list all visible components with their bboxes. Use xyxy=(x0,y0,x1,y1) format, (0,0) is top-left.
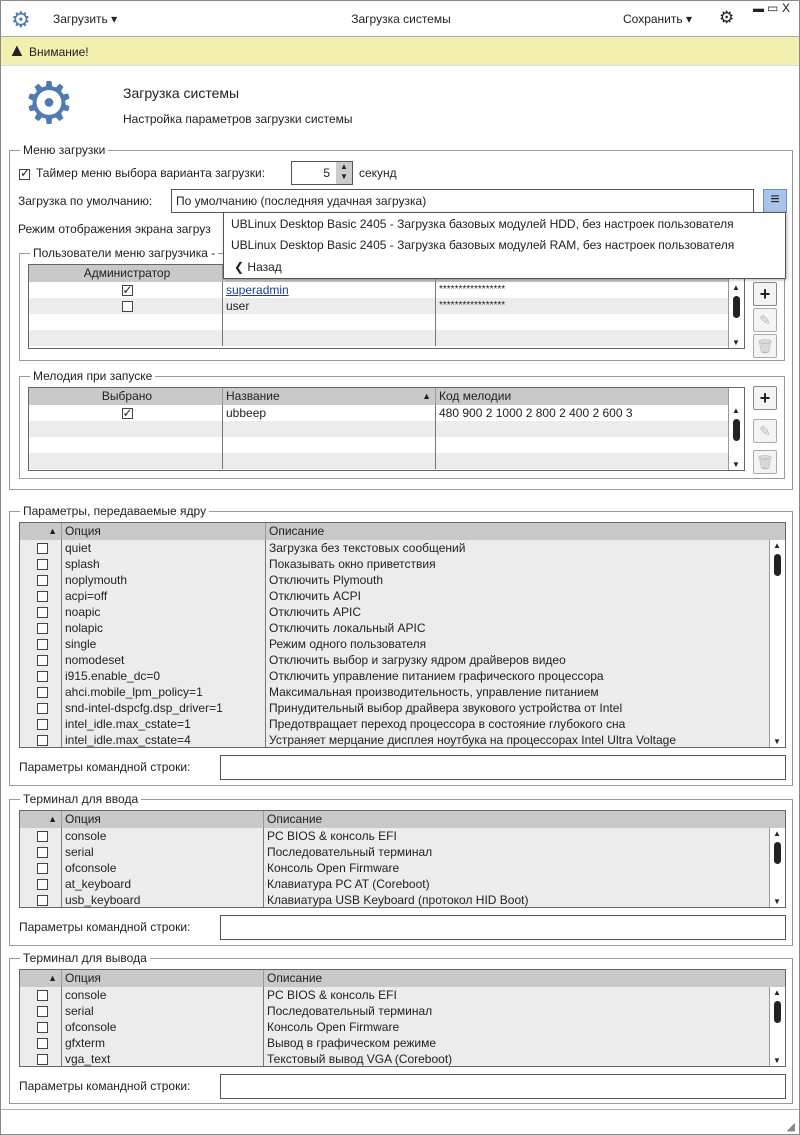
timer-checkbox[interactable] xyxy=(19,169,30,180)
kernel-legend: Параметры, передаваемые ядру xyxy=(20,504,209,518)
col-option[interactable]: Опция xyxy=(62,811,264,828)
status-bar xyxy=(1,1109,799,1135)
option-checkbox[interactable] xyxy=(37,671,48,682)
option-name: console xyxy=(62,828,264,844)
option-checkbox[interactable] xyxy=(37,879,48,890)
sort-asc-icon[interactable]: ▲ xyxy=(20,523,62,540)
col-selected[interactable]: Выбрано xyxy=(29,388,223,405)
menu-hamburger-icon[interactable]: ≡ xyxy=(763,189,787,213)
option-description: Отключить выбор и загрузку ядром драйверов видео xyxy=(269,653,566,667)
term_in-cmdline-input[interactable] xyxy=(220,915,786,940)
option-name: single xyxy=(62,636,266,652)
warning-icon: ▲ xyxy=(8,40,26,60)
option-name: noplymouth xyxy=(62,572,266,588)
popup-item-ram[interactable]: UBLinux Desktop Basic 2405 - Загрузка базовых модулей RAM, без настроек пользователя xyxy=(231,238,735,252)
option-row[interactable] xyxy=(20,636,770,652)
option-checkbox[interactable] xyxy=(37,687,48,698)
option-checkbox[interactable] xyxy=(37,639,48,650)
user-name: superadmin xyxy=(223,282,436,298)
warning-text: Внимание! xyxy=(29,45,89,59)
col-melody-code[interactable]: Код мелодии xyxy=(436,388,729,405)
option-row[interactable] xyxy=(20,1003,770,1019)
cmdline-label: Параметры командной строки: xyxy=(19,920,191,934)
warning-bar xyxy=(1,37,799,66)
option-checkbox[interactable] xyxy=(37,1038,48,1049)
user-row[interactable] xyxy=(29,330,729,346)
option-description: Максимальная производительность, управление питанием xyxy=(269,685,599,699)
melody-table xyxy=(28,387,745,471)
default-boot-label: Загрузка по умолчанию: xyxy=(18,194,153,208)
option-row[interactable] xyxy=(20,828,770,844)
option-checkbox[interactable] xyxy=(37,863,48,874)
option-name: intel_idle.max_cstate=4 xyxy=(62,732,266,748)
boot-menu-legend: Меню загрузки xyxy=(20,143,108,157)
option-row[interactable] xyxy=(20,1051,770,1067)
option-checkbox[interactable] xyxy=(37,719,48,730)
delete-user-trash-icon[interactable]: 🗑 xyxy=(753,334,777,358)
option-row[interactable] xyxy=(20,540,770,556)
option-description: PC BIOS & консоль EFI xyxy=(267,988,397,1002)
option-checkbox[interactable] xyxy=(37,831,48,842)
option-description: Клавиатура USB Keyboard (протокол HID Boot) xyxy=(267,893,529,907)
option-description: Отключить ACPI xyxy=(269,589,361,603)
col-melody-name[interactable] xyxy=(223,388,436,405)
option-description: Отключить управление питанием графического процессора xyxy=(269,669,604,683)
user-password: ***************** xyxy=(436,298,729,314)
boot-entry-popup xyxy=(223,212,786,279)
sort-asc-icon: ▲ xyxy=(422,391,431,401)
col-description[interactable]: Описание xyxy=(266,523,786,540)
add-user-button[interactable]: + xyxy=(753,282,777,306)
option-checkbox[interactable] xyxy=(37,847,48,858)
col-description[interactable]: Описание xyxy=(264,811,786,828)
term_in-table xyxy=(19,810,786,908)
window-title: Загрузка системы xyxy=(351,12,451,26)
option-name: nomodeset xyxy=(62,652,266,668)
timer-unit: секунд xyxy=(359,166,397,180)
option-checkbox[interactable] xyxy=(37,591,48,602)
option-row[interactable] xyxy=(20,588,770,604)
header-gears-icon: ⚙ xyxy=(23,71,75,136)
col-description[interactable]: Описание xyxy=(264,970,786,987)
term_out-legend: Терминал для вывода xyxy=(20,951,150,965)
user-row[interactable] xyxy=(29,314,729,330)
option-name: serial xyxy=(62,844,264,860)
add-melody-button[interactable]: + xyxy=(753,386,777,410)
option-checkbox[interactable] xyxy=(37,559,48,570)
app-gears-icon: ⚙ xyxy=(11,7,31,32)
option-checkbox[interactable] xyxy=(37,1006,48,1017)
melody-row[interactable] xyxy=(29,453,729,469)
melody-code: 480 900 2 1000 2 800 2 400 2 600 3 xyxy=(436,405,729,421)
option-checkbox[interactable] xyxy=(37,607,48,618)
default-boot-field[interactable]: По умолчанию (последняя удачная загрузка) xyxy=(171,189,754,213)
option-checkbox[interactable] xyxy=(37,543,48,554)
melody-legend: Мелодия при запуске xyxy=(30,369,155,383)
maximize-icon[interactable]: ▭ xyxy=(767,1,779,15)
option-row[interactable] xyxy=(20,604,770,620)
term_out-scrollbar[interactable]: ▲ ▼ xyxy=(769,987,785,1066)
term_out-table xyxy=(19,969,786,1067)
option-name: splash xyxy=(62,556,266,572)
option-row[interactable] xyxy=(20,987,770,1003)
option-name: ofconsole xyxy=(62,860,264,876)
option-description: Устраняет мерцание дисплея ноутбука на процессорах Intel Ultra Voltage xyxy=(269,733,676,747)
melody-row[interactable] xyxy=(29,405,729,421)
admin-checkbox[interactable] xyxy=(122,285,133,296)
option-row[interactable] xyxy=(20,556,770,572)
option-description: Отключить Plymouth xyxy=(269,573,384,587)
option-checkbox[interactable] xyxy=(37,1054,48,1065)
delete-melody-trash-icon[interactable]: 🗑 xyxy=(753,450,777,474)
option-description: Предотвращает переход процессора в состояние глубокого сна xyxy=(269,717,626,731)
option-description: Вывод в графическом режиме xyxy=(267,1036,437,1050)
option-description: Последовательный терминал xyxy=(267,1004,433,1018)
option-row[interactable] xyxy=(20,892,770,908)
option-name: vga_text xyxy=(62,1051,264,1067)
option-row[interactable] xyxy=(20,652,770,668)
sort-asc-icon[interactable]: ▲ xyxy=(20,811,62,828)
option-description: Консоль Open Firmware xyxy=(267,861,400,875)
resize-grip-icon[interactable]: ◢ xyxy=(786,1121,795,1133)
option-description: Отключить APIC xyxy=(269,605,361,619)
save-label: Сохранить xyxy=(623,12,683,26)
melody-row[interactable] xyxy=(29,421,729,437)
option-name: quiet xyxy=(62,540,266,556)
user-row[interactable] xyxy=(29,282,729,298)
option-name: snd-intel-dspcfg.dsp_driver=1 xyxy=(62,700,266,716)
option-checkbox[interactable] xyxy=(37,623,48,634)
option-checkbox[interactable] xyxy=(37,1022,48,1033)
display-mode-label: Режим отображения экрана загруз xyxy=(18,222,211,236)
melody-name: ubbeep xyxy=(223,405,436,421)
option-description: PC BIOS & консоль EFI xyxy=(267,829,397,843)
chevron-left-icon: ❮ xyxy=(234,260,245,274)
users-scrollbar[interactable]: ▲ ▼ xyxy=(728,282,744,348)
settings-gear-icon[interactable]: ⚙ xyxy=(719,8,735,27)
timer-label: Таймер меню выбора варианта загрузки: xyxy=(36,166,266,180)
timer-value: 5 xyxy=(323,166,330,180)
popup-back[interactable] xyxy=(234,260,282,274)
close-icon[interactable]: X xyxy=(782,1,791,15)
page-subtitle: Настройка параметров загрузки системы xyxy=(123,112,353,126)
option-row[interactable] xyxy=(20,732,770,748)
option-description: Клавиатура PC AT (Coreboot) xyxy=(267,877,430,891)
option-description: Текстовый вывод VGA (Coreboot) xyxy=(267,1052,453,1066)
term_in-legend: Терминал для ввода xyxy=(20,792,141,806)
sort-asc-icon[interactable]: ▲ xyxy=(20,970,62,987)
users-legend: Пользователи меню загрузчика - xyxy=(30,246,218,260)
load-menu-button[interactable]: Загрузить ▾ xyxy=(53,12,118,26)
user-password: ***************** xyxy=(436,282,729,298)
option-checkbox[interactable] xyxy=(37,575,48,586)
option-name: ofconsole xyxy=(62,1019,264,1035)
load-label: Загрузить xyxy=(53,12,108,26)
option-checkbox[interactable] xyxy=(37,990,48,1001)
option-row[interactable] xyxy=(20,684,770,700)
option-row[interactable] xyxy=(20,1019,770,1035)
cmdline-label: Параметры командной строки: xyxy=(19,1079,191,1093)
page-title: Загрузка системы xyxy=(123,85,240,101)
option-name: usb_keyboard xyxy=(62,892,264,908)
kernel-scrollbar[interactable]: ▲ ▼ xyxy=(769,540,785,747)
option-row[interactable] xyxy=(20,844,770,860)
col-admin[interactable]: Администратор xyxy=(29,265,223,282)
option-name: console xyxy=(62,987,264,1003)
option-description: Режим одного пользователя xyxy=(269,637,427,651)
option-checkbox[interactable] xyxy=(37,655,48,666)
option-checkbox[interactable] xyxy=(37,703,48,714)
admin-checkbox[interactable] xyxy=(122,301,133,312)
option-row[interactable] xyxy=(20,572,770,588)
option-description: Загрузка без текстовых сообщений xyxy=(269,541,466,555)
option-name: gfxterm xyxy=(62,1035,264,1051)
option-description: Принудительный выбор драйвера звукового устройства от Intel xyxy=(269,701,623,715)
save-menu-button[interactable]: Сохранить ▾ xyxy=(623,12,692,26)
option-description: Отключить локальный APIC xyxy=(269,621,426,635)
option-name: intel_idle.max_cstate=1 xyxy=(62,716,266,732)
minimize-icon[interactable]: ▬ xyxy=(753,3,764,15)
melody-scrollbar[interactable]: ▲ ▼ xyxy=(728,405,744,470)
option-row[interactable] xyxy=(20,876,770,892)
option-row[interactable] xyxy=(20,700,770,716)
col-melody-name-label: Название xyxy=(226,389,280,403)
option-name: i915.enable_dc=0 xyxy=(62,668,266,684)
edit-melody-pencil-icon[interactable]: ✎ xyxy=(753,419,777,443)
kernel-table xyxy=(19,522,786,748)
option-row[interactable] xyxy=(20,620,770,636)
option-row[interactable] xyxy=(20,716,770,732)
option-row[interactable] xyxy=(20,668,770,684)
col-option[interactable]: Опция xyxy=(62,970,264,987)
option-row[interactable] xyxy=(20,1035,770,1051)
option-name: at_keyboard xyxy=(62,876,264,892)
col-option[interactable]: Опция xyxy=(62,523,266,540)
edit-user-pencil-icon[interactable]: ✎ xyxy=(753,308,777,332)
cmdline-label: Параметры командной строки: xyxy=(19,760,191,774)
option-checkbox[interactable] xyxy=(37,735,48,746)
timer-spinbox[interactable] xyxy=(291,161,353,185)
option-name: acpi=off xyxy=(62,588,266,604)
term_out-cmdline-input[interactable] xyxy=(220,1074,786,1099)
melody-row[interactable] xyxy=(29,437,729,453)
option-description: Консоль Open Firmware xyxy=(267,1020,400,1034)
option-name: noapic xyxy=(62,604,266,620)
popup-back-label: Назад xyxy=(247,260,282,274)
option-checkbox[interactable] xyxy=(37,895,48,906)
option-description: Последовательный терминал xyxy=(267,845,433,859)
popup-item-hdd[interactable]: UBLinux Desktop Basic 2405 - Загрузка базовых модулей HDD, без настроек пользователя xyxy=(231,217,734,231)
option-description: Показывать окно приветствия xyxy=(269,557,436,571)
user-name: user xyxy=(223,298,436,314)
spin-arrows-icon[interactable]: ▲ ▼ xyxy=(336,162,352,184)
option-name: serial xyxy=(62,1003,264,1019)
user-row[interactable] xyxy=(29,298,729,314)
option-row[interactable] xyxy=(20,860,770,876)
option-name: nolapic xyxy=(62,620,266,636)
option-name: ahci.mobile_lpm_policy=1 xyxy=(62,684,266,700)
term_in-scrollbar[interactable]: ▲ ▼ xyxy=(769,828,785,907)
kernel-cmdline-input[interactable] xyxy=(220,755,786,780)
title-bar xyxy=(1,1,799,37)
melody-checkbox[interactable] xyxy=(122,408,133,419)
